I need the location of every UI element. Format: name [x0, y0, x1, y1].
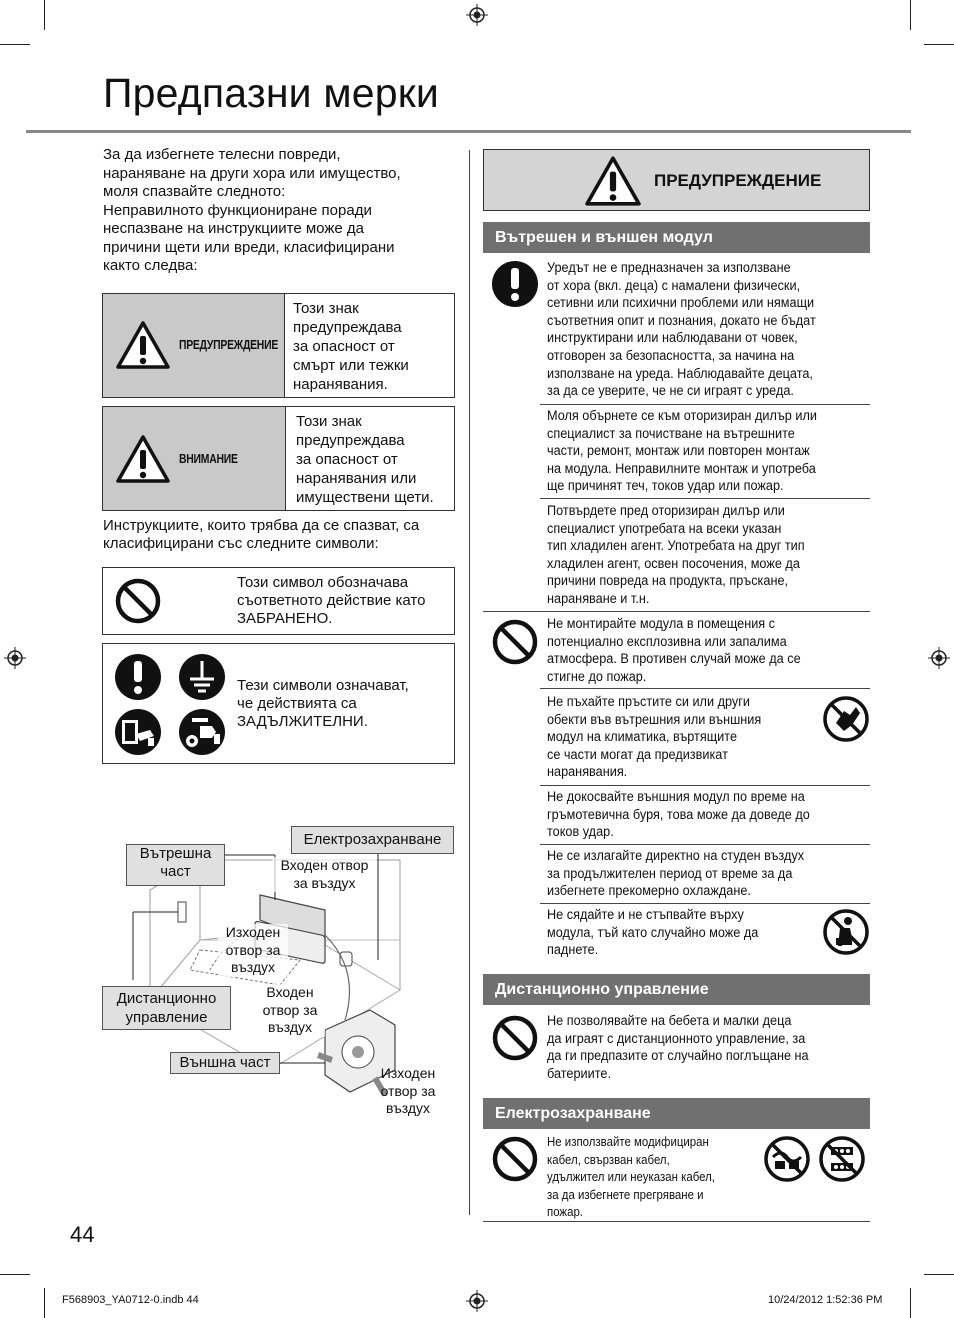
- text-line: стигне до пожар.: [547, 668, 647, 684]
- warning-definition-box: [102, 293, 455, 398]
- intro-line: моля спазвайте следното:: [103, 183, 286, 200]
- section-header-remote: Дистанционно управление: [483, 974, 870, 1005]
- mandatory-exclamation-icon: [114, 653, 162, 701]
- text-line: отвор за: [262, 1001, 318, 1018]
- divider: [540, 404, 870, 405]
- text-line: удължител или неуказан кабел,: [547, 1169, 715, 1184]
- text-line: наранявания или: [296, 470, 417, 487]
- forbidden-symbol-box: [102, 567, 455, 635]
- prohibited-icon: [491, 1135, 539, 1183]
- remote-control-label: [102, 986, 231, 1030]
- text-line: част: [160, 863, 191, 880]
- crop-mark: [44, 0, 45, 30]
- item-r1: [547, 1012, 867, 1082]
- text-line: инструктирани или наблюдавани от човек,: [547, 330, 798, 346]
- text-line: за да избегнете прегряване и: [547, 1186, 704, 1202]
- text-line: Дистанционно: [116, 990, 217, 1007]
- caution-label: ВНИМАНИЕ: [179, 451, 238, 466]
- text-line: тип хладилен агент. Употребата на друг тип: [547, 538, 805, 554]
- section-header-power: Електрозахранване: [483, 1098, 870, 1129]
- caution-label-cell: [103, 407, 286, 510]
- no-sitting-on-unit-icon: [822, 908, 870, 956]
- divider: [540, 785, 870, 786]
- text-line: отговорен за безопасността, за начина на: [547, 347, 795, 363]
- warning-label-cell: [103, 294, 285, 397]
- column-divider: [469, 150, 470, 1215]
- item-m2: [547, 407, 867, 495]
- item-m1: [547, 259, 867, 400]
- divider: [483, 1221, 870, 1222]
- caution-triangle-icon: [115, 434, 171, 484]
- text-line: Изходен: [225, 924, 281, 940]
- no-extension-cord-icon: [818, 1135, 866, 1183]
- no-modified-cable-icon: [763, 1135, 811, 1183]
- text-line: Тези символи означават,: [237, 677, 409, 694]
- text-line: Този знак: [293, 300, 359, 317]
- registration-mark-icon: [466, 4, 488, 26]
- indoor-air-outlet-label: [218, 924, 288, 977]
- disconnect-power-icon: [178, 708, 226, 756]
- outdoor-air-outlet-label: [372, 1065, 444, 1118]
- text-line: батериите.: [547, 1065, 611, 1081]
- text-line: съответното действие като: [237, 592, 426, 609]
- intro-line: както следва:: [103, 257, 198, 274]
- section-header-indoor-outdoor: Вътрешен и външен модул: [483, 222, 870, 253]
- warning-triangle-icon: [115, 320, 171, 370]
- text-line: хладилен агент, освен посочения, може да: [547, 555, 800, 571]
- warning-description: [293, 299, 453, 394]
- text-line: специалист за почистване на вътрешните: [547, 425, 795, 441]
- text-line: Потвърдете пред оторизиран дилър или: [547, 503, 785, 518]
- text-line: избегнете прекомерно охлаждане.: [547, 883, 751, 899]
- text-line: управление: [125, 1009, 208, 1026]
- power-supply-label: Електрозахранване: [291, 826, 454, 854]
- text-line: ЗАДЪЛЖИТЕЛНИ.: [237, 713, 368, 730]
- text-line: модул на климатика, въртящите: [547, 729, 737, 745]
- text-line: Не докосвайте външния модул по време на: [547, 789, 805, 804]
- text-line: за въздух: [293, 874, 356, 891]
- forbidden-description: [237, 574, 452, 628]
- intro-line: нараняване на други хора или имущество,: [103, 164, 401, 182]
- mandatory-exclamation-icon: [491, 260, 539, 308]
- text-line: предупреждава: [293, 319, 402, 336]
- divider: [483, 611, 870, 612]
- divider: [540, 498, 870, 499]
- item-p5: [547, 906, 801, 959]
- text-line: за опасност от: [296, 451, 398, 468]
- crop-mark: [924, 1274, 954, 1275]
- caution-definition-box: [102, 406, 455, 511]
- prohibited-icon: [114, 577, 162, 625]
- text-line: отвор за: [380, 1082, 436, 1099]
- item-p2: [547, 693, 801, 781]
- prohibited-icon: [491, 1014, 539, 1062]
- outdoor-air-inlet-label: [255, 984, 325, 1037]
- item-p3: [547, 788, 867, 841]
- text-line: Този символ обозначава: [237, 574, 409, 591]
- text-line: токов удар.: [547, 824, 614, 840]
- text-line: Уредът не е предназначен за използване: [547, 260, 791, 275]
- text-line: специалист употребата на всеки указан: [547, 520, 782, 536]
- crop-mark: [0, 44, 30, 45]
- text-line: Входен отвор: [280, 857, 369, 873]
- text-line: кабел, свързван кабел,: [547, 1151, 670, 1167]
- text-line: за продължителен период от време за да: [547, 865, 793, 881]
- text-line: въздух: [230, 959, 275, 975]
- text-line: наранявания.: [293, 376, 388, 393]
- text-line: причини повреда на продукта, пръскане,: [547, 573, 789, 589]
- symbols-intro: [103, 517, 458, 553]
- text-line: Вътрешна: [139, 845, 212, 862]
- text-line: въздух: [267, 1019, 312, 1035]
- text-line: Не пъхайте пръстите си или други: [547, 694, 750, 709]
- indoor-unit-label: [126, 844, 225, 886]
- divider: [540, 903, 870, 904]
- text-line: смърт или тежки: [293, 357, 409, 374]
- earth-ground-icon: [178, 653, 226, 701]
- text-line: наранявания.: [547, 764, 628, 780]
- text-line: Не използвайте модифициран: [547, 1134, 709, 1149]
- prohibited-icon: [491, 618, 539, 666]
- text-line: атмосфера. В противен случай може да се: [547, 651, 801, 667]
- caution-description: [296, 412, 456, 507]
- mandatory-description: [237, 677, 452, 731]
- title-rule: [26, 130, 911, 133]
- text-line: използване на уреда. Наблюдавайте децата,: [547, 365, 813, 381]
- installation-diagram: [100, 820, 460, 1130]
- intro-line: Неправилното функциониране поради: [103, 201, 372, 219]
- item-e1: [547, 1133, 741, 1221]
- text-line: Не монтирайте модула в помещения с: [547, 616, 776, 631]
- text-line: се части могат да предизвикат: [547, 746, 728, 762]
- text-line: въздух: [385, 1100, 430, 1116]
- registration-mark-icon: [466, 1290, 488, 1312]
- crop-mark: [924, 44, 954, 45]
- text-line: ще причинят теч, токов удар или пожар.: [547, 478, 784, 494]
- divider: [540, 688, 870, 689]
- text-line: да играят с дистанционното управление, за: [547, 1030, 806, 1046]
- footer-file-info: F568903_YA0712-0.indb 44: [62, 1294, 199, 1306]
- text-line: Не позволявайте на бебета и малки деца: [547, 1013, 792, 1028]
- text-line: паднете.: [547, 942, 599, 958]
- text-line: Не сядайте и не стъпвайте върху: [547, 907, 744, 922]
- registration-mark-icon: [928, 647, 950, 669]
- text-line: нараняване и т.н.: [547, 590, 650, 606]
- crop-mark: [0, 1274, 30, 1275]
- intro-paragraph: [103, 146, 453, 276]
- unplug-from-socket-icon: [114, 708, 162, 756]
- text-line: на модула. Неправилните монтаж и употреба: [547, 460, 816, 476]
- text-line: части, ремонт, монтаж или повторен монтаж: [547, 443, 810, 459]
- text-line: пожар.: [547, 1204, 583, 1219]
- text-line: да ги предпазите от случайно поглъщане на: [547, 1048, 809, 1064]
- intro-line: причини щети или вреди, класифицирани: [103, 238, 395, 256]
- text-line: Този знак: [296, 413, 362, 430]
- text-line: имуществени щети.: [296, 489, 434, 506]
- text-line: от хора (вкл. деца) с намалени физически,: [547, 277, 801, 293]
- no-fingers-in-unit-icon: [822, 695, 870, 743]
- text-line: сетивни или психични проблеми или нямащи: [547, 295, 815, 311]
- warning-triangle-icon: [584, 155, 642, 207]
- text-line: обекти във вътрешния или външния: [547, 711, 762, 727]
- registration-mark-icon: [4, 647, 26, 669]
- crop-mark: [910, 0, 911, 30]
- text-line: съответния опит и познания, докато не бъдат: [547, 312, 816, 328]
- outdoor-unit-label: Външна част: [170, 1052, 280, 1074]
- text-line: Входен: [266, 984, 314, 1000]
- warning-header-box: [483, 149, 870, 211]
- text-line: Инструкциите, които трябва да се спазват, са: [103, 517, 420, 534]
- text-line: класифицирани със следните символи:: [103, 535, 379, 552]
- text-line: за да се уверите, че не си играят с уреда.: [547, 383, 794, 399]
- item-p4: [547, 847, 867, 900]
- warning-header-label: ПРЕДУПРЕЖДЕНИЕ: [654, 171, 822, 190]
- text-line: модула, тъй като случайно може да: [547, 924, 759, 940]
- text-line: Не се излагайте директно на студен въздух: [547, 848, 805, 863]
- footer-timestamp: 10/24/2012 1:52:36 PM: [768, 1294, 883, 1306]
- text-line: ЗАБРАНЕНО.: [237, 610, 333, 627]
- warning-label: ПРЕДУПРЕЖДЕНИЕ: [179, 337, 279, 352]
- text-line: предупреждава: [296, 432, 405, 449]
- item-m3: [547, 502, 867, 608]
- text-line: Изходен: [380, 1065, 436, 1081]
- text-line: че действията са: [237, 695, 357, 712]
- indoor-air-inlet-label: [272, 857, 377, 892]
- crop-mark: [910, 1288, 911, 1318]
- page-number: 44: [70, 1222, 95, 1247]
- text-line: отвор за: [225, 941, 281, 958]
- text-line: Моля обърнете се към оторизиран дилър или: [547, 408, 817, 423]
- text-line: гръмотевична буря, това може да доведе до: [547, 806, 810, 822]
- intro-line: За да избегнете телесни повреди,: [103, 146, 341, 163]
- page-title: Предпазни мерки: [103, 70, 440, 116]
- intro-line: неспазване на инструкциите може да: [103, 220, 364, 237]
- text-line: потенциално експлозивна или запалима: [547, 633, 787, 649]
- item-p1: [547, 615, 867, 685]
- crop-mark: [44, 1288, 45, 1318]
- divider: [540, 844, 870, 845]
- text-line: за опасност от: [293, 338, 395, 355]
- mandatory-symbol-box: [102, 643, 455, 764]
